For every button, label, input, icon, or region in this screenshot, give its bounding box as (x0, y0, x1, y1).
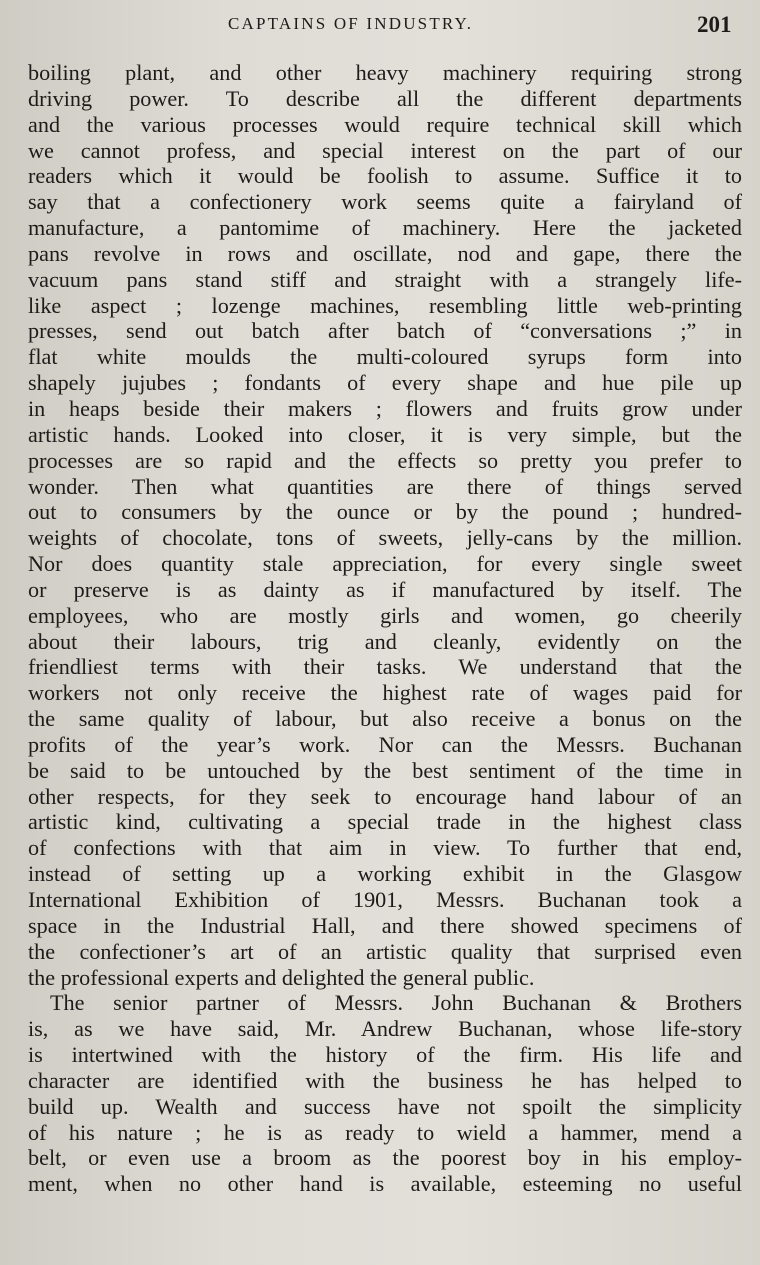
body-text (28, 60, 742, 1197)
text-line: belt, or even use a broom as the poorest boy in his employ- (28, 1145, 742, 1171)
text-line: is, as we have said, Mr. Andrew Buchanan, whose life-story (28, 1016, 742, 1042)
text-line: workers not only receive the highest rate of wages paid for (28, 680, 742, 706)
text-line: like aspect ; lozenge machines, resembling little web-printing (28, 292, 742, 318)
text-line: in heaps beside their makers ; flowers and fruits grow under (28, 395, 742, 421)
text-line: out to consumers by the ounce or by the pound ; hundred- (28, 499, 742, 525)
text-line: say that a confectionery work seems quite a fairyland of (28, 189, 742, 215)
text-line: presses, send out batch after batch of “conversations ;” in (28, 318, 742, 344)
text-line: of his nature ; he is as ready to wield a hammer, mend a (28, 1119, 742, 1145)
text-line: friendliest terms with their tasks. We understand that the (28, 654, 742, 680)
text-line: character are identified with the business he has helped to (28, 1067, 742, 1093)
text-line: processes are so rapid and the effects so pretty you prefer to (28, 447, 742, 473)
text-line: vacuum pans stand stiff and straight with a strangely life- (28, 266, 742, 292)
text-line-paragraph-start: The senior partner of Messrs. John Buchanan & Brothers (50, 990, 742, 1016)
text-line: artistic kind, cultivating a special trade in the highest class (28, 809, 742, 835)
text-line: space in the Industrial Hall, and there showed specimens of (28, 912, 742, 938)
text-line: driving power. To describe all the different departments (28, 85, 742, 111)
text-line: other respects, for they seek to encourage hand labour of an (28, 783, 742, 809)
text-line: shapely jujubes ; fondants of every shape and hue pile up (28, 370, 742, 396)
text-line: about their labours, trig and cleanly, evidently on the (28, 628, 742, 654)
text-line: build up. Wealth and success have not spoilt the simplicity (28, 1093, 742, 1119)
text-line: of confections with that aim in view. To further that end, (28, 835, 742, 861)
text-line: the same quality of labour, but also receive a bonus on the (28, 706, 742, 732)
text-line: profits of the year’s work. Nor can the Messrs. Buchanan (28, 731, 742, 757)
page-number: 201 (697, 12, 732, 37)
text-line: wonder. Then what quantities are there of things served (28, 473, 742, 499)
text-line: International Exhibition of 1901, Messrs. Buchanan took a (28, 887, 742, 912)
text-line: flat white moulds the multi-coloured syrups form into (28, 344, 742, 370)
text-line: artistic hands. Looked into closer, it is very simple, but the (28, 421, 742, 447)
text-line: ment, when no other hand is available, esteeming no useful (28, 1171, 742, 1197)
text-line: is intertwined with the history of the firm. His life and (28, 1042, 742, 1068)
text-line: boiling plant, and other heavy machinery requiring strong (28, 60, 742, 85)
text-line: the confectioner’s art of an artistic quality that surprised even (28, 938, 742, 964)
text-line: or preserve is as dainty as if manufactured by itself. The (28, 576, 742, 602)
running-title: CAPTAINS OF INDUSTRY. (228, 14, 474, 33)
text-line: employees, who are mostly girls and women, go cheerily (28, 602, 742, 628)
text-line: manufacture, a pantomime of machinery. Here the jacketed (28, 215, 742, 241)
text-line: Nor does quantity stale appreciation, for every single sweet (28, 551, 742, 577)
text-line: readers which it would be foolish to assume. Suffice it to (28, 163, 742, 189)
text-line: pans revolve in rows and oscillate, nod and gape, there the (28, 240, 742, 266)
text-line: instead of setting up a working exhibit in the Glasgow (28, 861, 742, 887)
text-line: and the various processes would require technical skill which (28, 111, 742, 137)
running-header (0, 12, 760, 42)
text-line-paragraph-end: the professional experts and delighted the general public. (28, 964, 535, 990)
text-line: weights of chocolate, tons of sweets, jelly-cans by the million. (28, 525, 742, 551)
text-line: we cannot profess, and special interest on the part of our (28, 137, 742, 163)
text-line: be said to be untouched by the best sentiment of the time in (28, 757, 742, 783)
